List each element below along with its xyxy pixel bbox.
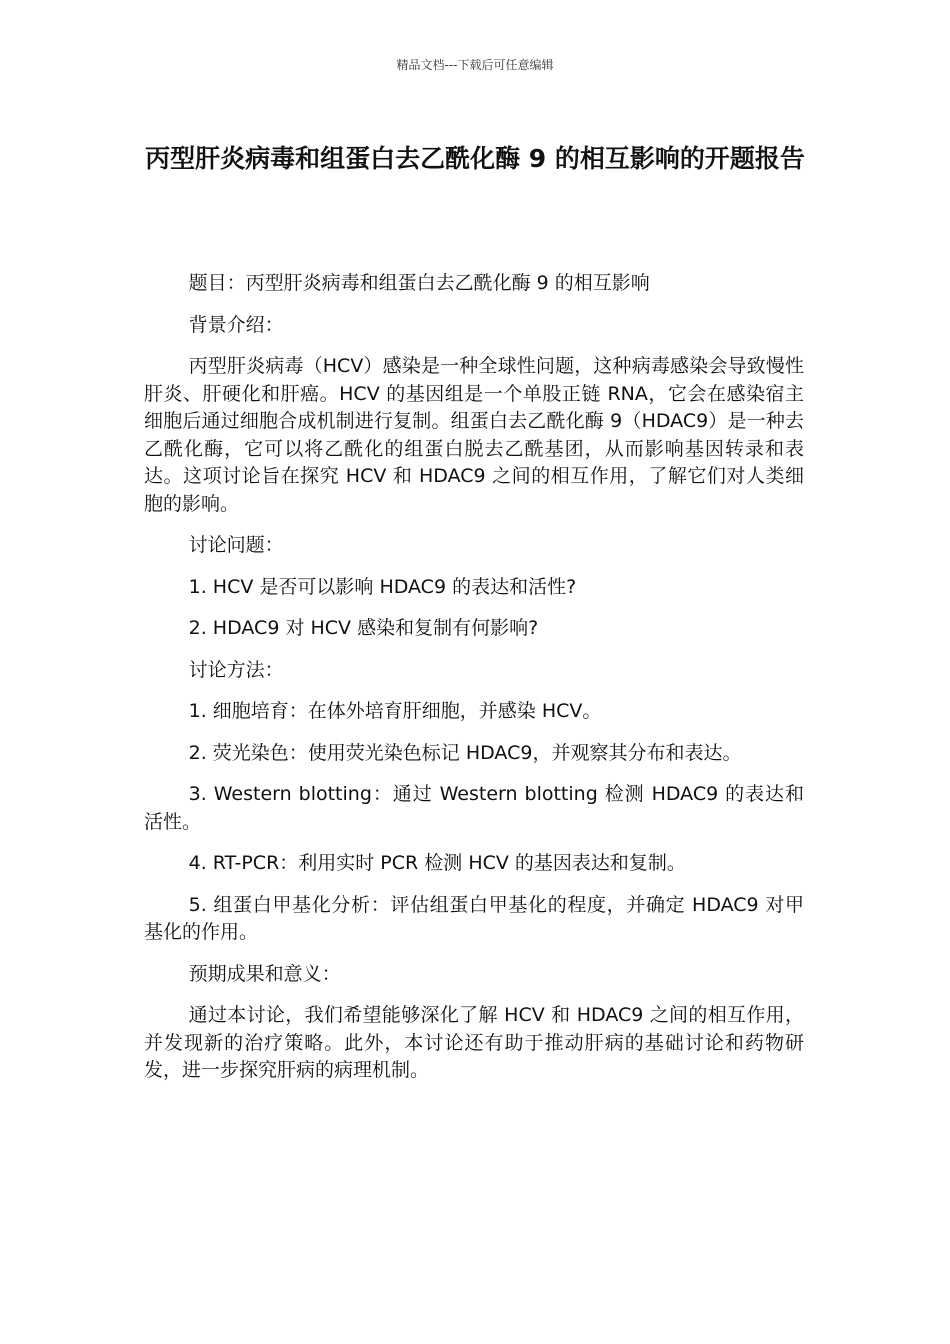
section-heading-outcomes: 预期成果和意义： (188, 962, 341, 985)
question-item-1: 1. HCV 是否可以影响 HDAC9 的表达和活性? (188, 575, 577, 598)
question-item-2: 2. HDAC9 对 HCV 感染和复制有何影响? (188, 617, 539, 639)
section-heading-background: 背景介绍： (188, 313, 284, 336)
method-item-4: 4. RT-PCR：利用实时 PCR 检测 HCV 的基因表达和复制。 (188, 852, 686, 874)
outcomes-paragraph: 通过本讨论，我们希望能够深化了解 HCV 和 HDAC9 之间的相互作用，并发现新的治疗策略。此外，本讨论还有助于推动肝病的基础讨论和药物研发，进一步探究肝病的病理机制。 (144, 1004, 804, 1081)
method-item-5: 5. 组蛋白甲基化分析：评估组蛋白甲基化的程度，并确定 HDAC9 对甲基化的作用。 (144, 893, 804, 943)
method-item-3: 3. Western blotting：通过 Western blotting 检测 HDAC9 的表达和活性。 (144, 783, 804, 833)
method-item-2: 2. 荧光染色：使用荧光染色标记 HDAC9，并观察其分布和表达。 (188, 741, 742, 764)
document-body (144, 270, 804, 1099)
section-heading-methods: 讨论方法： (188, 658, 284, 681)
document-title: 丙型肝炎病毒和组蛋白去乙酰化酶 9 的相互影响的开题报告 (145, 144, 805, 173)
section-heading-questions: 讨论问题： (188, 534, 284, 556)
topic-line: 题目：丙型肝炎病毒和组蛋白去乙酰化酶 9 的相互影响 (188, 272, 650, 294)
method-item-1: 1. 细胞培育：在体外培育肝细胞，并感染 HCV。 (188, 700, 602, 722)
background-paragraph: 丙型肝炎病毒（HCV）感染是一种全球性问题，这种病毒感染会导致慢性肝炎、肝硬化和肝癌。HCV 的基因组是一个单股正链 RNA，它会在感染宿主细胞后通过细胞合成机制进行复制。组蛋白去乙酰化酶 9（HDAC9）是一种去乙酰化酶，它可以将乙酰化的组蛋白脱去乙酰基团，从而影响基因转录和表达。这项讨论旨在探究 HCV 和 HDAC9 之间的相互作用，了解它们对人类细胞的影响。 (144, 355, 804, 515)
header-watermark: 精品文档---下载后可任意编辑 (396, 58, 554, 72)
